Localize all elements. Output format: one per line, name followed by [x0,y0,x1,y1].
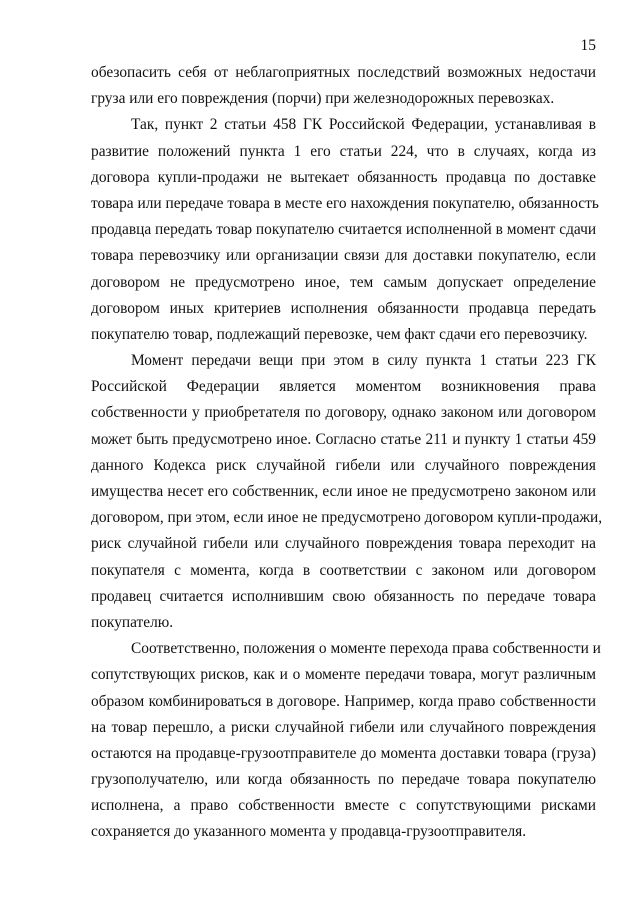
text-line: собственности у приобретателя по договору, однако законом или договором [91,404,596,422]
text-line: на товар перешло, а риски случайной гибели или случайного повреждения [91,718,596,736]
text-line: товара перевозчику или организации связи для доставки покупателю, если [91,247,596,265]
text-line: образом комбинироваться в договоре. Например, когда право собственности [91,692,596,710]
text-line: может быть предусмотрено иное. Согласно статье 211 и пункту 1 статьи 459 [91,430,596,448]
page-number: 15 [580,37,596,54]
text-line: продавец считается исполнившим свою обязанность по передаче товара [91,587,596,605]
text-line: договором не предусмотрено иное, тем самым допускает определение [91,273,596,291]
text-line: обезопасить себя от неблагоприятных последствий возможных недостачи [91,64,596,81]
text-line: имущества несет его собственник, если иное не предусмотрено законом или [91,483,596,500]
document-body [91,60,603,846]
text-line: остаются на продавце-грузоотправителе до момента доставки товара (груза) [91,744,596,762]
paragraph-2 [91,112,599,348]
text-line: покупателю. [91,613,174,631]
text-line: Момент передачи вещи при этом в силу пункта 1 статьи 223 ГК [131,352,596,370]
text-line: Так, пункт 2 статьи 458 ГК Российской Федерации, устанавливая в [131,116,596,134]
text-line: товара или передаче товара в месте его нахождения покупателю, обязанность [91,194,599,212]
text-line: Российской Федерации является моментом возникновения права [91,378,596,396]
text-line: покупателя с момента, когда в соответствии с законом или договором [91,561,596,579]
text-line: данного Кодекса риск случайной гибели или случайного повреждения [91,456,596,474]
text-line: договором, при этом, если иное не предусмотрено договором купли-продажи, [91,509,603,527]
text-line: сопутствующих рисков, как и о моменте передачи товара, могут различным [91,666,596,684]
paragraph-4 [91,636,601,846]
paragraph-1 [91,60,596,112]
text-line: риск случайной гибели или случайного повреждения товара переходит на [91,535,596,553]
text-line: договором иных критериев исполнения обязанности продавца передать [91,299,596,317]
text-line: сохраняется до указанного момента у продавца-грузоотправителя. [91,823,527,841]
text-line: договора купли-продажи не вытекает обязанность продавца по доставке [91,168,596,186]
text-line: развитие положений пункта 1 его статьи 224, что в случаях, когда из [91,142,596,160]
text-line: грузополучателю, или когда обязанность по передаче товара покупателю [91,771,596,789]
text-line: продавца передать товар покупателю считается исполненной в момент сдачи [91,221,597,239]
paragraph-3 [91,348,603,636]
text-line: исполнена, а право собственности вместе с сопутствующими рисками [91,797,596,815]
text-line: покупателю товар, подлежащий перевозке, чем факт сдачи его перевозчику. [91,325,588,343]
text-line: груза или его повреждения (порчи) при железнодорожных перевозках. [91,90,555,108]
text-line: Соответственно, положения о моменте перехода права собственности и [131,640,601,658]
